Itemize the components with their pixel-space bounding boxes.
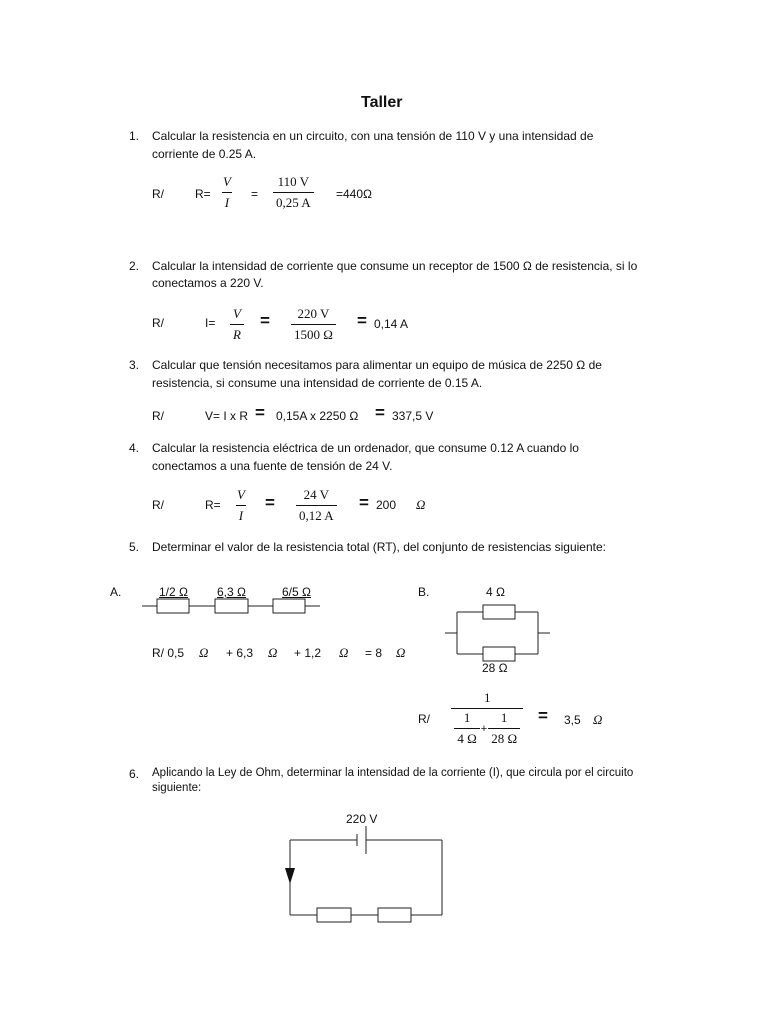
q4-equals: = bbox=[265, 493, 275, 512]
q3-text-line2: resistencia, si consume una intensidad de corriente de 0.15 A. bbox=[152, 376, 483, 390]
q5a-resistor-1 bbox=[157, 599, 189, 613]
q3-equals: = bbox=[255, 403, 265, 422]
q5b-big-denominator bbox=[451, 708, 523, 747]
q1-result: =440Ω bbox=[336, 187, 372, 201]
q3-text-line1: Calcular que tensión necesitamos para alimentar un equipo de música de 2250 Ω de bbox=[152, 358, 602, 372]
q3-number: 3. bbox=[129, 358, 140, 372]
q5-number: 5. bbox=[129, 540, 140, 554]
q5a-total: = 8 bbox=[365, 646, 383, 660]
q4-answer-prefix: R/ bbox=[152, 498, 164, 512]
q4-fraction-v-over-i bbox=[234, 487, 248, 524]
q3-equals-2: = bbox=[375, 403, 385, 422]
q6-resistor-2 bbox=[378, 908, 411, 922]
q4-equation-label: R= bbox=[205, 498, 221, 512]
q5b-plus: + bbox=[480, 722, 488, 735]
q5b-reciprocal-fraction bbox=[449, 690, 526, 747]
q5a-unit-3: Ω bbox=[339, 645, 349, 660]
q4-text-line2: conectamos a una fuente de tensión de 24 V. bbox=[152, 459, 393, 473]
q3-equation-label: V= I x R bbox=[205, 409, 249, 423]
q4-text-line1: Calcular la resistencia eléctrica de un ordenador, que consume 0.12 A cuando lo bbox=[152, 441, 579, 455]
q5a-unit-2: Ω bbox=[268, 645, 278, 660]
q2-frac1-denominator: R bbox=[230, 324, 244, 343]
q1-fraction-v-over-i bbox=[220, 174, 234, 211]
q1-frac1-denominator: I bbox=[222, 192, 232, 211]
q5a-unit-4: Ω bbox=[396, 645, 406, 660]
q5b-big-numerator: 1 bbox=[484, 690, 491, 705]
q2-fraction-values bbox=[291, 306, 336, 343]
q4-result-unit: Ω bbox=[416, 497, 426, 512]
q3-middle-expression: 0,15A x 2250 Ω bbox=[276, 409, 359, 423]
q5b-r-top-label: 4 Ω bbox=[486, 585, 505, 599]
q1-frac2-numerator: 110 V bbox=[277, 174, 310, 189]
q5a-r3-label: 6/5 Ω bbox=[282, 585, 311, 599]
q2-text-line2: conectamos a 220 V. bbox=[152, 276, 264, 290]
q5a-resistor-3 bbox=[273, 599, 305, 613]
q1-frac1-numerator: V bbox=[223, 174, 231, 189]
q5b-resistor-bottom bbox=[483, 647, 515, 661]
q5a-term-2: + 6,3 bbox=[226, 646, 254, 660]
q3-answer-prefix: R/ bbox=[152, 409, 164, 423]
q1-equation-label: R= bbox=[195, 187, 211, 201]
q5a-label: A. bbox=[110, 585, 122, 599]
q4-frac1-denominator: I bbox=[236, 505, 246, 524]
q5a-term-3: + 1,2 bbox=[294, 646, 322, 660]
q2-answer-prefix: R/ bbox=[152, 316, 164, 330]
current-arrow-icon bbox=[285, 868, 295, 884]
q4-fraction-values bbox=[296, 487, 337, 524]
q6-voltage-label: 220 V bbox=[346, 812, 378, 826]
q2-result: 0,14 A bbox=[374, 317, 409, 331]
q5b-result: 3,5 bbox=[564, 713, 581, 727]
q5b-r-bottom-label: 28 Ω bbox=[482, 661, 508, 675]
page-title: Taller bbox=[361, 94, 403, 111]
q1-frac2-denominator: 0,25 A bbox=[273, 192, 314, 211]
q2-text-line1: Calcular la intensidad de corriente que consume un receptor de 1500 Ω de resistencia, si lo bbox=[152, 259, 638, 273]
q5b-resistor-top bbox=[483, 605, 515, 619]
q1-text-line1: Calcular la resistencia en un circuito, con una tensión de 110 V y una intensidad de bbox=[152, 129, 594, 143]
q4-frac2-numerator: 24 V bbox=[303, 487, 330, 502]
q6-number: 6. bbox=[129, 767, 140, 781]
q5b-result-unit: Ω bbox=[593, 712, 603, 727]
q1-text-line2: corriente de 0.25 A. bbox=[152, 147, 257, 161]
q1-answer-prefix: R/ bbox=[152, 187, 164, 201]
q6-text-line2: siguiente: bbox=[152, 782, 202, 794]
q2-equals-2: = bbox=[357, 311, 367, 330]
q5b-label: B. bbox=[418, 585, 430, 599]
q5a-unit-1: Ω bbox=[199, 645, 209, 660]
q5a-resistor-2 bbox=[215, 599, 248, 613]
q5b-frac-4-denominator: 4 Ω bbox=[454, 728, 479, 747]
q4-frac1-numerator: V bbox=[237, 487, 245, 502]
q6-text-line1: Aplicando la Ley de Ohm, determinar la intensidad de la corriente (I), que circula por el circuito bbox=[152, 767, 634, 779]
q1-equals: = bbox=[251, 187, 259, 201]
q2-frac2-denominator: 1500 Ω bbox=[291, 324, 336, 343]
q2-equals: = bbox=[260, 311, 270, 330]
q3-result: 337,5 V bbox=[392, 409, 434, 423]
q4-equals-2: = bbox=[359, 493, 369, 512]
q5b-answer-prefix: R/ bbox=[418, 712, 430, 726]
q6-resistor-1 bbox=[317, 908, 351, 922]
q4-number: 4. bbox=[129, 441, 140, 455]
q1-fraction-values bbox=[273, 174, 314, 211]
q2-fraction-v-over-r bbox=[230, 306, 244, 343]
q5b-frac-28-denominator: 28 Ω bbox=[488, 728, 520, 747]
q4-result: 200 bbox=[376, 498, 397, 512]
q5a-answer: R/ 0,5 bbox=[152, 646, 185, 660]
q5b-frac-28-numerator: 1 bbox=[500, 710, 508, 725]
q5a-r1-label: 1/2 Ω bbox=[159, 585, 188, 599]
q5b-equals: = bbox=[538, 706, 548, 725]
q1-number: 1. bbox=[129, 129, 140, 143]
q5a-r2-label: 6,3 Ω bbox=[217, 585, 246, 599]
q2-frac1-numerator: V bbox=[233, 306, 241, 321]
q5b-frac-4-numerator: 1 bbox=[463, 710, 471, 725]
q2-frac2-numerator: 220 V bbox=[297, 306, 330, 321]
q2-equation-label: I= bbox=[205, 316, 216, 330]
q2-number: 2. bbox=[129, 259, 140, 273]
q5b-frac-28 bbox=[488, 710, 520, 747]
q4-frac2-denominator: 0,12 A bbox=[296, 505, 337, 524]
q5-text: Determinar el valor de la resistencia total (RT), del conjunto de resistencias siguiente: bbox=[152, 540, 606, 554]
q5b-frac-4 bbox=[454, 710, 479, 747]
